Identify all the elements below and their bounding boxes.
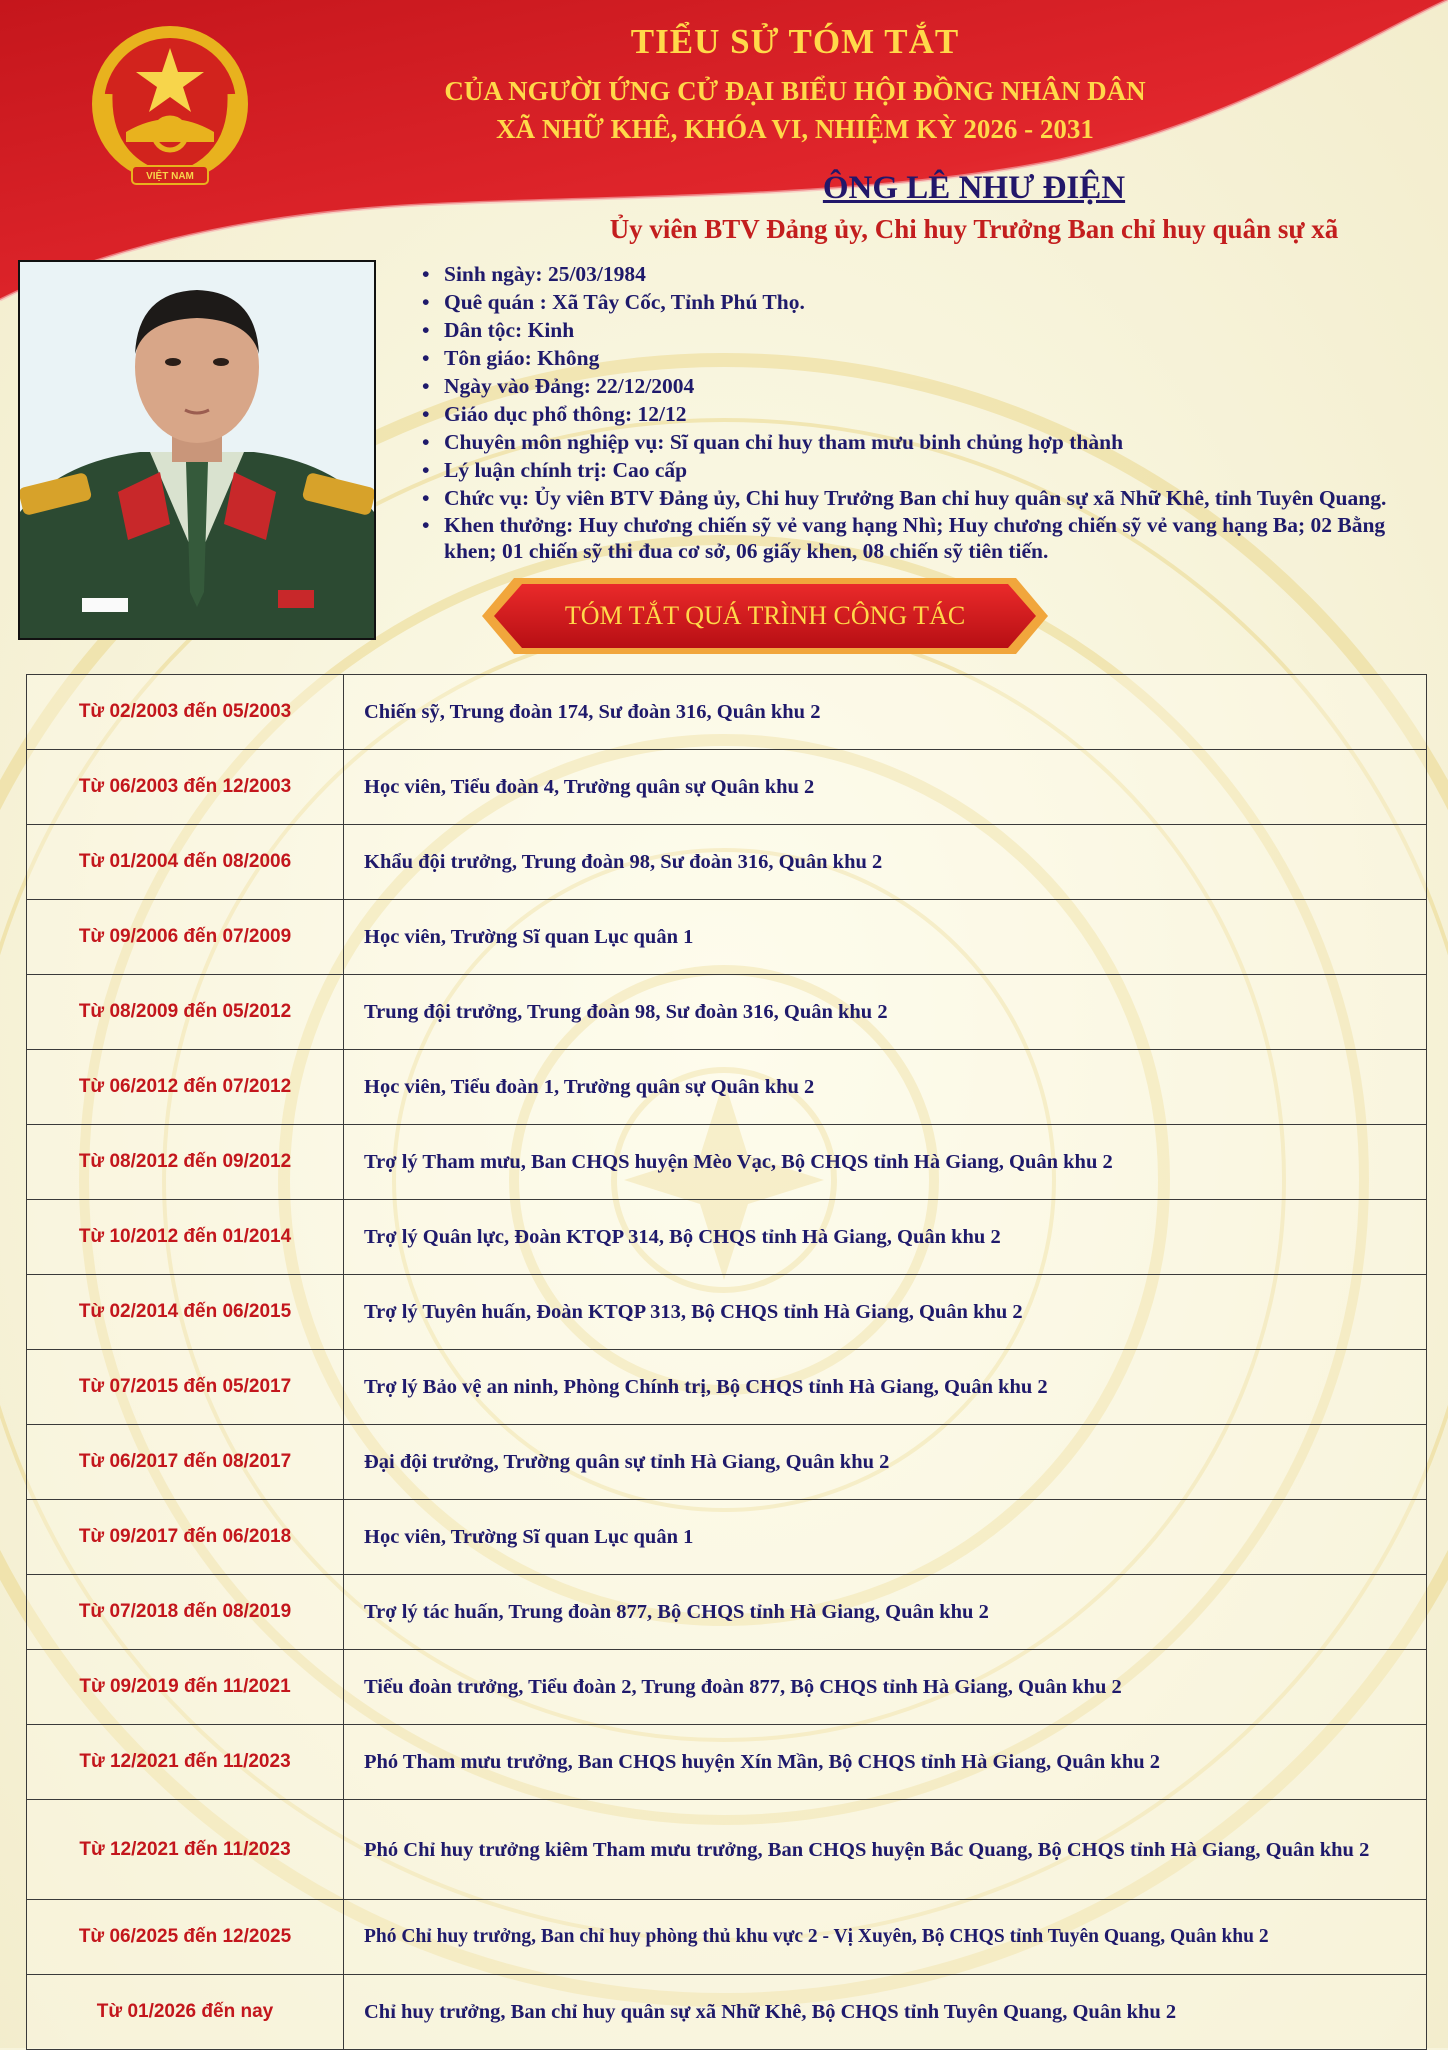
career-period: Từ 01/2026 đến nay: [27, 1975, 344, 2050]
career-period: Từ 09/2017 đến 06/2018: [27, 1500, 344, 1575]
career-period: Từ 06/2025 đến 12/2025: [27, 1900, 344, 1975]
career-description: Phó Tham mưu trưởng, Ban CHQS huyện Xín Mần, Bộ CHQS tỉnh Hà Giang, Quân khu 2: [344, 1725, 1427, 1800]
table-row: [27, 1650, 1427, 1725]
table-row: [27, 825, 1427, 900]
career-period: Từ 12/2021 đến 11/2023: [27, 1725, 344, 1800]
career-period: Từ 06/2012 đến 07/2012: [27, 1050, 344, 1125]
info-party-join-date: • Ngày vào Đảng: 22/12/2004: [422, 372, 1432, 400]
info-awards: • Khen thưởng: Huy chương chiến sỹ vẻ vang hạng Nhì; Huy chương chiến sỹ vẻ vang hạng Ba; 02 Bằng khen; 01 chiến sỹ thi đua cơ sở, 06 giấy khen, 08 chiến sỹ tiên tiến.: [422, 512, 1432, 564]
table-row: [27, 1575, 1427, 1650]
career-period: Từ 08/2009 đến 05/2012: [27, 975, 344, 1050]
career-description: Trợ lý Bảo vệ an ninh, Phòng Chính trị, Bộ CHQS tỉnh Hà Giang, Quân khu 2: [344, 1350, 1427, 1425]
career-table-body: [27, 675, 1427, 2050]
table-row: [27, 1900, 1427, 1975]
career-description: Học viên, Trường Sĩ quan Lục quân 1: [344, 900, 1427, 975]
table-row: [27, 900, 1427, 975]
table-row: [27, 1350, 1427, 1425]
table-row: [27, 1500, 1427, 1575]
document-subtitle-1: CỦA NGƯỜI ỨNG CỬ ĐẠI BIỂU HỘI ĐỒNG NHÂN DÂN: [444, 76, 1146, 106]
career-description: Chiến sỹ, Trung đoàn 174, Sư đoàn 316, Quân khu 2: [344, 675, 1427, 750]
table-row: [27, 1125, 1427, 1200]
table-row: [27, 750, 1427, 825]
career-description: Trung đội trưởng, Trung đoàn 98, Sư đoàn 316, Quân khu 2: [344, 975, 1427, 1050]
career-description: Tiểu đoàn trưởng, Tiểu đoàn 2, Trung đoàn 877, Bộ CHQS tỉnh Hà Giang, Quân khu 2: [344, 1650, 1427, 1725]
candidate-position: Ủy viên BTV Đảng ủy, Chi huy Trưởng Ban chỉ huy quân sự xã: [609, 214, 1339, 244]
info-ethnicity: • Dân tộc: Kinh: [422, 316, 1432, 344]
info-political-theory: • Lý luận chính trị: Cao cấp: [422, 456, 1432, 484]
info-hometown: • Quê quán : Xã Tây Cốc, Tỉnh Phú Thọ.: [422, 288, 1432, 316]
info-professional-qualification: • Chuyên môn nghiệp vụ: Sĩ quan chỉ huy tham mưu binh chủng hợp thành: [422, 428, 1432, 456]
info-religion: • Tôn giáo: Không: [422, 344, 1432, 372]
career-description: Trợ lý tác huấn, Trung đoàn 877, Bộ CHQS tỉnh Hà Giang, Quân khu 2: [344, 1575, 1427, 1650]
table-row: [27, 1725, 1427, 1800]
table-row: [27, 1975, 1427, 2050]
table-row: [27, 675, 1427, 750]
national-emblem-icon: [86, 24, 254, 192]
career-description: Học viên, Tiểu đoàn 1, Trường quân sự Quân khu 2: [344, 1050, 1427, 1125]
career-period: Từ 08/2012 đến 09/2012: [27, 1125, 344, 1200]
career-period: Từ 10/2012 đến 01/2014: [27, 1200, 344, 1275]
career-description: Học viên, Trường Sĩ quan Lục quân 1: [344, 1500, 1427, 1575]
table-row: [27, 975, 1427, 1050]
table-row: [27, 1425, 1427, 1500]
career-table: [26, 674, 1427, 2050]
table-row: [27, 1275, 1427, 1350]
career-period: Từ 02/2003 đến 05/2003: [27, 675, 344, 750]
section-banner-title: TÓM TẮT QUÁ TRÌNH CÔNG TÁC: [564, 601, 966, 630]
candidate-portrait: [18, 260, 376, 640]
table-row: [27, 1200, 1427, 1275]
career-period: Từ 07/2015 đến 05/2017: [27, 1350, 344, 1425]
career-period: Từ 06/2003 đến 12/2003: [27, 750, 344, 825]
career-period: Từ 07/2018 đến 08/2019: [27, 1575, 344, 1650]
svg-text:VIỆT NAM: VIỆT NAM: [146, 171, 194, 182]
career-period: Từ 12/2021 đến 11/2023: [27, 1800, 344, 1900]
info-birth-date: • Sinh ngày: 25/03/1984: [422, 260, 1432, 288]
table-row: [27, 1050, 1427, 1125]
career-description: Phó Chỉ huy trưởng kiêm Tham mưu trưởng, Ban CHQS huyện Bắc Quang, Bộ CHQS tỉnh Hà Giang, Quân khu 2: [344, 1800, 1427, 1900]
career-period: Từ 09/2006 đến 07/2009: [27, 900, 344, 975]
career-period: Từ 01/2004 đến 08/2006: [27, 825, 344, 900]
career-period: Từ 09/2019 đến 11/2021: [27, 1650, 344, 1725]
career-description: Trợ lý Quân lực, Đoàn KTQP 314, Bộ CHQS tỉnh Hà Giang, Quân khu 2: [344, 1200, 1427, 1275]
career-description: Chỉ huy trưởng, Ban chỉ huy quân sự xã Nhữ Khê, Bộ CHQS tỉnh Tuyên Quang, Quân khu 2: [344, 1975, 1427, 2050]
personal-info-list: [422, 260, 1432, 564]
info-general-education: • Giáo dục phổ thông: 12/12: [422, 400, 1432, 428]
info-current-position: • Chức vụ: Ủy viên BTV Đảng ủy, Chi huy Trưởng Ban chỉ huy quân sự xã Nhữ Khê, tỉnh Tuyên Quang.: [422, 484, 1432, 512]
career-description: Học viên, Tiểu đoàn 4, Trường quân sự Quân khu 2: [344, 750, 1427, 825]
career-period: Từ 02/2014 đến 06/2015: [27, 1275, 344, 1350]
career-description: Trợ lý Tham mưu, Ban CHQS huyện Mèo Vạc, Bộ CHQS tỉnh Hà Giang, Quân khu 2: [344, 1125, 1427, 1200]
document-title: TIỂU SỬ TÓM TẮT: [630, 22, 960, 61]
career-description: Đại đội trưởng, Trường quân sự tỉnh Hà Giang, Quân khu 2: [344, 1425, 1427, 1500]
candidate-name: ÔNG LÊ NHƯ ĐIỆN: [822, 170, 1126, 206]
career-description: Phó Chỉ huy trưởng, Ban chỉ huy phòng thủ khu vực 2 - Vị Xuyên, Bộ CHQS tỉnh Tuyên Quang, Quân khu 2: [344, 1900, 1427, 1975]
portrait-illustration: [20, 262, 374, 638]
career-period: Từ 06/2017 đến 08/2017: [27, 1425, 344, 1500]
document-subtitle-2: XÃ NHỮ KHÊ, KHÓA VI, NHIỆM KỲ 2026 - 2031: [496, 114, 1094, 144]
career-description: Khẩu đội trưởng, Trung đoàn 98, Sư đoàn 316, Quân khu 2: [344, 825, 1427, 900]
table-row: [27, 1800, 1427, 1900]
career-description: Trợ lý Tuyên huấn, Đoàn KTQP 313, Bộ CHQS tỉnh Hà Giang, Quân khu 2: [344, 1275, 1427, 1350]
